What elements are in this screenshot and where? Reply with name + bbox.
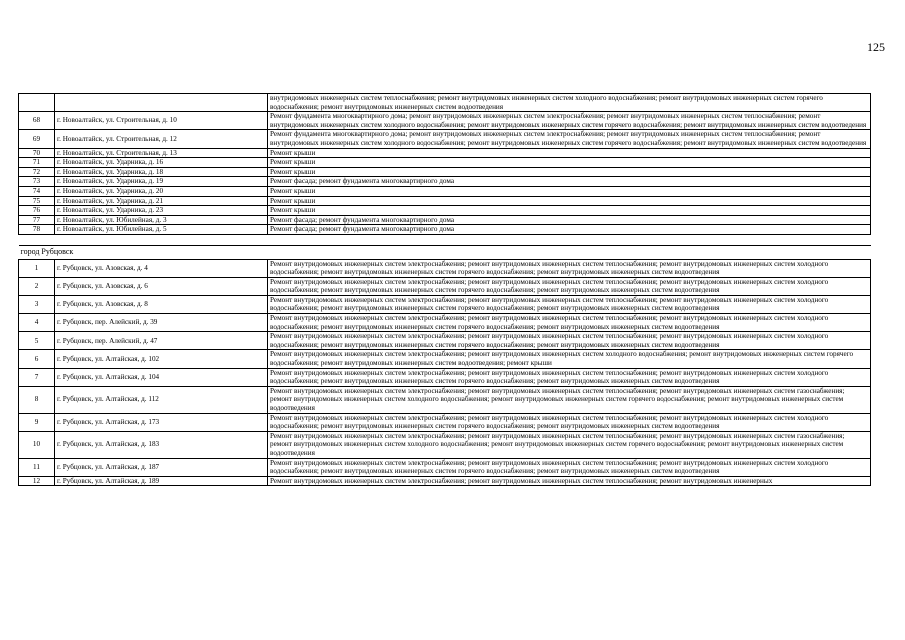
row-number: 10 bbox=[19, 431, 55, 458]
row-address: г. Рубцовск, ул. Алтайская, д. 102 bbox=[55, 350, 268, 368]
row-work-description: Ремонт внутридомовых инженерных систем электроснабжения; ремонт внутридомовых инженерных систем холодного водоснабжения; ремонт внутридомовых инженерных систем горячего водоснабжения; ремонт внутридомовых инженерных систем водоотведения; ремонт крыши bbox=[268, 350, 871, 368]
row-work-description: Ремонт внутридомовых инженерных систем электроснабжения; ремонт внутридомовых инженерных систем теплоснабжения; ремонт внутридомовых инженерных систем холодного водоснабжения; ремонт внутридомовых инженерных систем горячего водоснабжения; ремонт внутридомовых инженерных систем водоотведения bbox=[268, 314, 871, 332]
row-address: г. Новоалтайск, ул. Ударника, д. 19 bbox=[55, 177, 268, 187]
row-address: г. Новоалтайск, ул. Строительная, д. 13 bbox=[55, 148, 268, 158]
row-address: г. Новоалтайск, ул. Ударника, д. 18 bbox=[55, 167, 268, 177]
row-number: 68 bbox=[19, 112, 55, 130]
row-number: 9 bbox=[19, 413, 55, 431]
table-row bbox=[19, 314, 871, 332]
table-row bbox=[19, 196, 871, 206]
row-work-description: Ремонт крыши bbox=[268, 158, 871, 168]
row-number: 72 bbox=[19, 167, 55, 177]
row-work-description: Ремонт крыши bbox=[268, 148, 871, 158]
table-row bbox=[19, 458, 871, 476]
row-address: г. Новоалтайск, ул. Строительная, д. 12 bbox=[55, 130, 268, 148]
row-work-description: Ремонт крыши bbox=[268, 196, 871, 206]
table-row bbox=[19, 295, 871, 313]
table-row bbox=[19, 368, 871, 386]
row-address: г. Рубцовск, ул. Алтайская, д. 104 bbox=[55, 368, 268, 386]
row-number: 3 bbox=[19, 295, 55, 313]
row-address: г. Рубцовск, пер. Алейский, д. 47 bbox=[55, 332, 268, 350]
row-number: 2 bbox=[19, 277, 55, 295]
row-work-description: внутридомовых инженерных систем теплоснабжения; ремонт внутридомовых инженерных систем холодного водоснабжения; ремонт внутридомовых инженерных систем горячего водоснабжения; ремонт внутридомовых инженерных систем водоотведения bbox=[268, 94, 871, 112]
row-number: 77 bbox=[19, 215, 55, 225]
row-work-description: Ремонт внутридомовых инженерных систем электроснабжения; ремонт внутридомовых инженерных систем теплоснабжения; ремонт внутридомовых инженерных bbox=[268, 476, 871, 486]
row-number bbox=[19, 94, 55, 112]
row-address: г. Рубцовск, пер. Алейский, д. 39 bbox=[55, 314, 268, 332]
table-row bbox=[19, 215, 871, 225]
row-work-description: Ремонт крыши bbox=[268, 206, 871, 216]
row-address: г. Рубцовск, ул. Алтайская, д. 189 bbox=[55, 476, 268, 486]
row-address: г. Новоалтайск, ул. Юбилейная, д. 5 bbox=[55, 225, 268, 235]
row-work-description: Ремонт крыши bbox=[268, 167, 871, 177]
row-address: г. Новоалтайск, ул. Ударника, д. 16 bbox=[55, 158, 268, 168]
row-address: г. Новоалтайск, ул. Ударника, д. 20 bbox=[55, 186, 268, 196]
row-work-description: Ремонт внутридомовых инженерных систем электроснабжения; ремонт внутридомовых инженерных систем теплоснабжения; ремонт внутридомовых инженерных систем газоснабжения; ремонт внутридомовых инженерных систем холодного водоснабжения; ремонт внутридомовых инженерных систем горячего водоснабжения; ремонт внутридомовых инженерных систем водоотведения bbox=[268, 386, 871, 413]
row-number: 71 bbox=[19, 158, 55, 168]
row-work-description: Ремонт внутридомовых инженерных систем электроснабжения; ремонт внутридомовых инженерных систем теплоснабжения; ремонт внутридомовых инженерных систем холодного водоснабжения; ремонт внутридомовых инженерных систем горячего водоснабжения; ремонт внутридомовых инженерных систем водоотведения bbox=[268, 458, 871, 476]
row-address: г. Рубцовск, ул. Алтайская, д. 112 bbox=[55, 386, 268, 413]
row-address: г. Рубцовск, ул. Алтайская, д. 187 bbox=[55, 458, 268, 476]
table-row bbox=[19, 332, 871, 350]
table-row bbox=[19, 386, 871, 413]
row-number: 75 bbox=[19, 196, 55, 206]
row-number: 70 bbox=[19, 148, 55, 158]
novoaltaysk-section bbox=[19, 94, 871, 235]
row-address: г. Рубцовск, ул. Алтайская, д. 173 bbox=[55, 413, 268, 431]
table-row bbox=[19, 259, 871, 277]
row-number: 6 bbox=[19, 350, 55, 368]
rubtsovsk-section bbox=[19, 259, 871, 486]
row-work-description: Ремонт внутридомовых инженерных систем электроснабжения; ремонт внутридомовых инженерных систем теплоснабжения; ремонт внутридомовых инженерных систем холодного водоснабжения; ремонт внутридомовых инженерных систем горячего водоснабжения; ремонт внутридомовых инженерных систем водоотведения bbox=[268, 277, 871, 295]
row-work-description: Ремонт фундамента многоквартирного дома; ремонт внутридомовых инженерных систем электроснабжения; ремонт внутридомовых инженерных систем теплоснабжения; ремонт внутридомовых инженерных систем холодного водоснабжения; ремонт внутридомовых инженерных систем горячего водоснабжения; ремонт внутридомовых инженерных систем водоотведения bbox=[268, 130, 871, 148]
city-heading-row bbox=[19, 245, 871, 259]
row-address: г. Новоалтайск, ул. Ударника, д. 21 bbox=[55, 196, 268, 206]
page-number: 125 bbox=[867, 40, 885, 54]
table-row bbox=[19, 158, 871, 168]
row-address: г. Рубцовск, ул. Азовская, д. 8 bbox=[55, 295, 268, 313]
row-number: 76 bbox=[19, 206, 55, 216]
row-work-description: Ремонт внутридомовых инженерных систем электроснабжения; ремонт внутридомовых инженерных систем теплоснабжения; ремонт внутридомовых инженерных систем холодного водоснабжения; ремонт внутридомовых инженерных систем горячего водоснабжения; ремонт внутридомовых инженерных систем водоотведения bbox=[268, 413, 871, 431]
table-row bbox=[19, 476, 871, 486]
row-number: 69 bbox=[19, 130, 55, 148]
table-row bbox=[19, 225, 871, 235]
table-row bbox=[19, 130, 871, 148]
row-number: 11 bbox=[19, 458, 55, 476]
row-number: 73 bbox=[19, 177, 55, 187]
row-address: г. Рубцовск, ул. Азовская, д. 4 bbox=[55, 259, 268, 277]
row-address: г. Новоалтайск, ул. Строительная, д. 10 bbox=[55, 112, 268, 130]
table-row bbox=[19, 186, 871, 196]
row-work-description: Ремонт фасада; ремонт фундамента многоквартирного дома bbox=[268, 225, 871, 235]
table-row bbox=[19, 206, 871, 216]
section-gap bbox=[19, 234, 871, 245]
row-number: 74 bbox=[19, 186, 55, 196]
row-work-description: Ремонт внутридомовых инженерных систем электроснабжения; ремонт внутридомовых инженерных систем теплоснабжения; ремонт внутридомовых инженерных систем газоснабжения; ремонт внутридомовых инженерных систем холодного водоснабжения; ремонт внутридомовых инженерных систем горячего водоснабжения; ремонт внутридомовых инженерных систем водоотведения bbox=[268, 431, 871, 458]
row-number: 1 bbox=[19, 259, 55, 277]
row-work-description: Ремонт фасада; ремонт фундамента многоквартирного дома bbox=[268, 215, 871, 225]
row-number: 8 bbox=[19, 386, 55, 413]
table-row bbox=[19, 167, 871, 177]
table-row bbox=[19, 112, 871, 130]
row-address: г. Рубцовск, ул. Алтайская, д. 183 bbox=[55, 431, 268, 458]
table-row bbox=[19, 148, 871, 158]
row-work-description: Ремонт внутридомовых инженерных систем электроснабжения; ремонт внутридомовых инженерных систем теплоснабжения; ремонт внутридомовых инженерных систем холодного водоснабжения; ремонт внутридомовых инженерных систем горячего водоснабжения; ремонт внутридомовых инженерных систем водоотведения bbox=[268, 368, 871, 386]
table-row bbox=[19, 277, 871, 295]
table-row bbox=[19, 350, 871, 368]
row-work-description: Ремонт фундамента многоквартирного дома; ремонт внутридомовых инженерных систем электроснабжения; ремонт внутридомовых инженерных систем теплоснабжения; ремонт внутридомовых инженерных систем холодного водоснабжения; ремонт внутридомовых инженерных систем горячего водоснабжения; ремонт внутридомовых инженерных систем водоотведения bbox=[268, 112, 871, 130]
row-work-description: Ремонт внутридомовых инженерных систем электроснабжения; ремонт внутридомовых инженерных систем теплоснабжения; ремонт внутридомовых инженерных систем холодного водоснабжения; ремонт внутридомовых инженерных систем горячего водоснабжения; ремонт внутридомовых инженерных систем водоотведения bbox=[268, 332, 871, 350]
city-heading: город Рубцовск bbox=[19, 245, 871, 259]
table-row bbox=[19, 431, 871, 458]
table-row bbox=[19, 413, 871, 431]
row-number: 4 bbox=[19, 314, 55, 332]
row-number: 5 bbox=[19, 332, 55, 350]
repair-works-table bbox=[18, 93, 871, 486]
row-number: 12 bbox=[19, 476, 55, 486]
row-address: г. Новоалтайск, ул. Юбилейная, д. 3 bbox=[55, 215, 268, 225]
row-work-description: Ремонт внутридомовых инженерных систем электроснабжения; ремонт внутридомовых инженерных систем теплоснабжения; ремонт внутридомовых инженерных систем холодного водоснабжения; ремонт внутридомовых инженерных систем горячего водоснабжения; ремонт внутридомовых инженерных систем водоотведения bbox=[268, 259, 871, 277]
row-number: 78 bbox=[19, 225, 55, 235]
row-address: г. Рубцовск, ул. Азовская, д. 6 bbox=[55, 277, 268, 295]
row-work-description: Ремонт крыши bbox=[268, 186, 871, 196]
row-address: г. Новоалтайск, ул. Ударника, д. 23 bbox=[55, 206, 268, 216]
table-row bbox=[19, 177, 871, 187]
row-work-description: Ремонт внутридомовых инженерных систем электроснабжения; ремонт внутридомовых инженерных систем теплоснабжения; ремонт внутридомовых инженерных систем холодного водоснабжения; ремонт внутридомовых инженерных систем горячего водоснабжения; ремонт внутридомовых инженерных систем водоотведения bbox=[268, 295, 871, 313]
table-row bbox=[19, 94, 871, 112]
row-address bbox=[55, 94, 268, 112]
city-heading-section bbox=[19, 234, 871, 259]
row-work-description: Ремонт фасада; ремонт фундамента многоквартирного дома bbox=[268, 177, 871, 187]
row-number: 7 bbox=[19, 368, 55, 386]
